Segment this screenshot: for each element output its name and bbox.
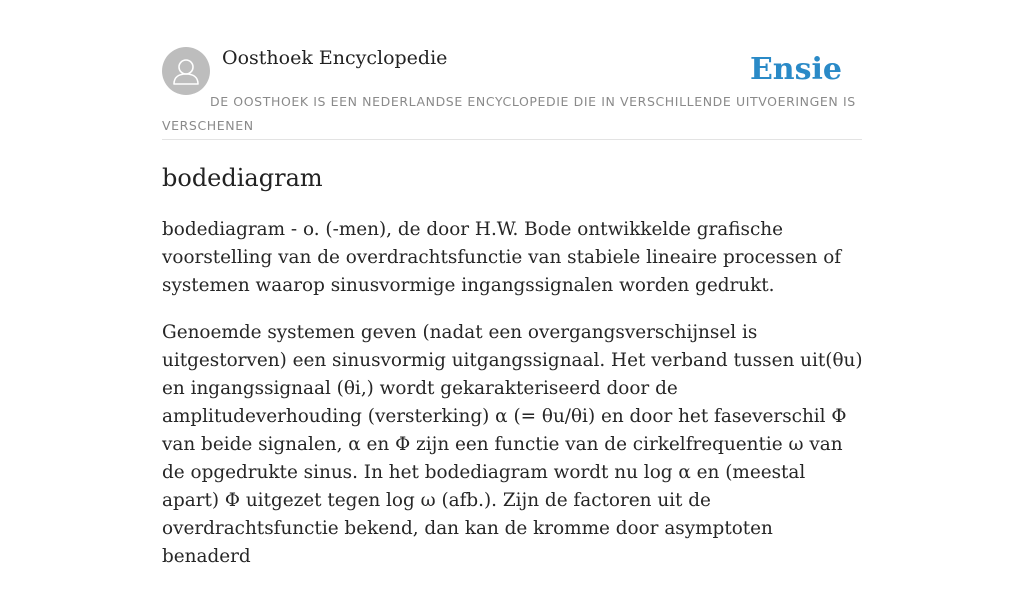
- site-name-link[interactable]: Oosthoek Encyclopedie: [222, 47, 448, 69]
- site-header: [162, 0, 862, 140]
- site-tagline: DE OOSTHOEK IS EEN NEDERLANDSE ENCYCLOPEDIE DIE IN VERSCHILLENDE UITVOERINGEN IS VERSCHENEN: [162, 94, 856, 133]
- user-avatar-icon[interactable]: [162, 47, 210, 95]
- article-paragraph: bodediagram - o. (-men), de door H.W. Bode ontwikkelde grafische voorstelling van de overdrachtsfunctie van stabiele lineaire processen of systemen waarop sinusvormige ingangssignalen worden gedrukt.: [162, 219, 842, 296]
- article-body: [162, 216, 864, 590]
- article-paragraph: Genoemde systemen geven (nadat een overgangsverschijnsel is uitgestorven) een sinusvormig uitgangssignaal. Het verband tussen uit(θu) en ingangssignaal (θi,) wordt gekarakteriseerd door de amplitudeverhouding (versterking) α (= θu/θi) en door het faseverschil Φ van beide signalen, α en Φ zijn een functie van de cirkelfrequentie ω van de opgedrukte sinus. In het bodediagram wordt nu log α en (meestal apart) Φ uitgezet tegen log ω (afb.). Zijn de factoren uit de overdrachtsfunctie bekend, dan kan de kromme door asymptoten benaderd: [162, 322, 863, 567]
- article-title: bodediagram: [162, 164, 323, 192]
- brand-logo-link[interactable]: Ensie: [749, 52, 842, 87]
